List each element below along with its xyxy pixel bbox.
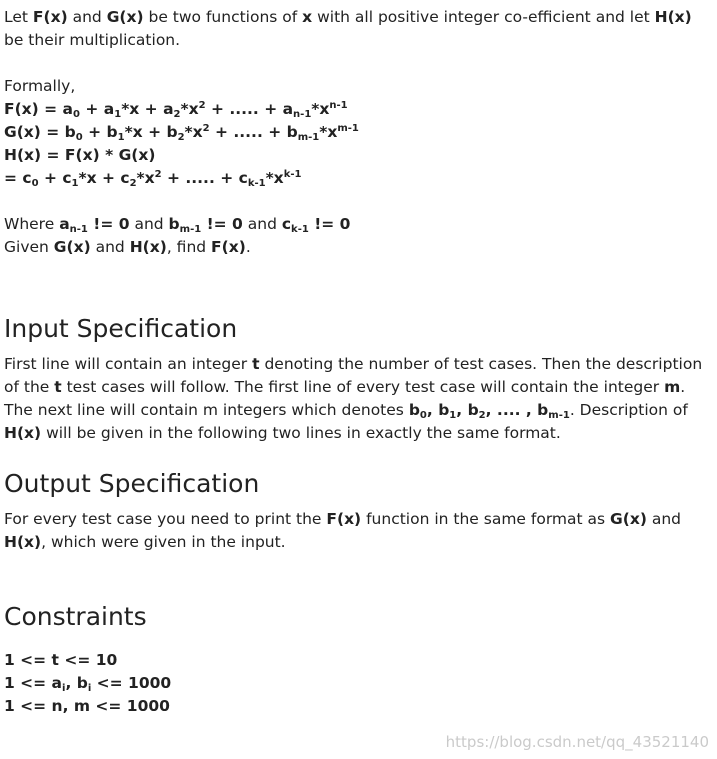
constraint-ab: $1 <= a_i$, $b_i <= 1000$ <box>4 674 172 694</box>
formula-f: $F(x) = a_0 + a_1*x + a_2*x^2$ + ..... + $a_{n-1}*x^{n-1}$ <box>4 100 348 120</box>
x-term: x <box>302 8 313 26</box>
formula-g: $G(x) = b_0 + b_1*x + b_2*x^2$ + ..... + $b_{m-1}*x^{m-1}$ <box>4 123 359 143</box>
fx-term: F(x) <box>32 8 68 26</box>
problem-statement <box>4 6 704 718</box>
constraints-heading: Constraints <box>4 602 147 631</box>
input-spec-paragraph: First line will contain an integer t denoting the number of test cases. Then the description of the t test cases will follow. The first line of every test case will contain the integer m. The next line will contain m integers which denotes $b_0$, $b_1$, $b_2$, .... , $b_{m-1}$. Description of H(x) will be given in the following two lines in exactly the same format. <box>4 355 703 442</box>
formally-label: Formally, <box>4 77 76 95</box>
formula-h: H(x) = F(x) * G(x) <box>4 146 156 164</box>
output-spec-paragraph: For every test case you need to print the F(x) function in the same format as G(x) and H(x), which were given in the input. <box>4 510 682 551</box>
hx-term: H(x) <box>654 8 692 26</box>
watermark: https://blog.csdn.net/qq_43521140 <box>445 733 709 751</box>
formula-c: = $c_0 + c_1*x + c_2*x^2$ + ..... + $c_{k-1}*x^{k-1}$ <box>4 169 302 189</box>
output-spec-heading: Output Specification <box>4 469 260 498</box>
intro-paragraph: Let F(x) and G(x) be two functions of x with all positive integer co-efficient and let H(x) be their multiplication. <box>4 8 692 49</box>
constraint-nm: 1 <= n, m <= 1000 <box>4 697 170 715</box>
gx-term: G(x) <box>106 8 144 26</box>
where-line: Where $a_{n-1}$ != 0 and $b_{m-1}$ != 0 and $c_{k-1}$ != 0 <box>4 215 351 235</box>
given-line: Given G(x) and H(x), find F(x). <box>4 238 251 256</box>
input-spec-heading: Input Specification <box>4 314 238 343</box>
constraint-t: 1 <= t <= 10 <box>4 651 118 669</box>
